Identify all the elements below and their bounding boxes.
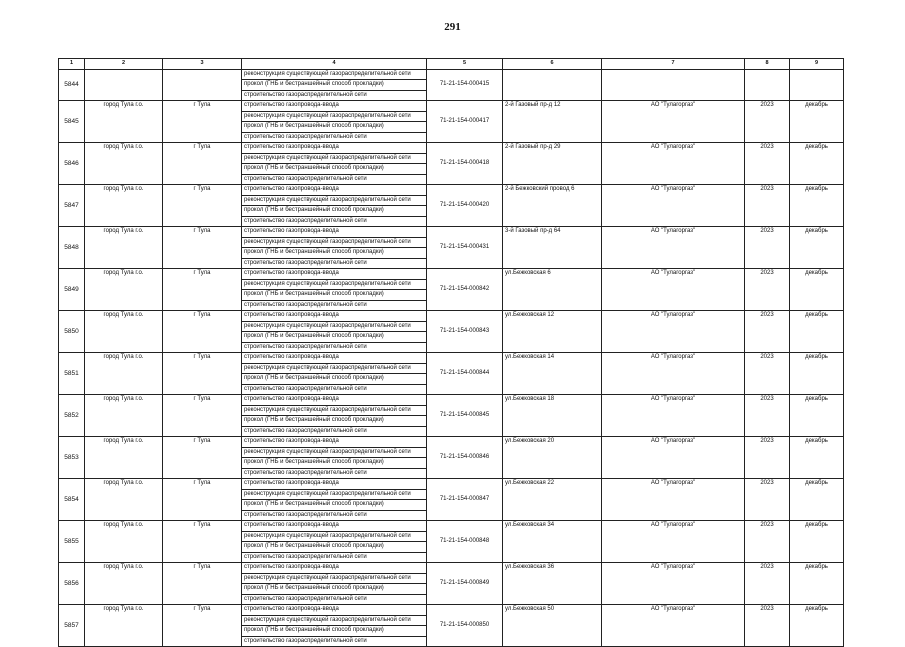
object-code-cell: 71-21-154-000848 (427, 521, 503, 563)
city-cell: г Тула (163, 101, 242, 143)
work-type-cell: строительство газопровода-ввода (242, 227, 427, 238)
header-cell: 4 (242, 59, 427, 70)
object-code-cell: 71-21-154-000415 (427, 69, 503, 101)
table-row (59, 269, 844, 280)
table-row (59, 227, 844, 238)
row-number: 5857 (59, 605, 85, 647)
work-type-cell: строительство газораспределительной сети (242, 594, 427, 605)
header-cell: 6 (503, 59, 602, 70)
city-cell: г Тула (163, 185, 242, 227)
work-type-cell: прокол (ГНБ и бестраншейный способ прокладки) (242, 206, 427, 217)
address-cell: ул.Бежковская 22 (503, 479, 602, 521)
work-type-cell: строительство газопровода-ввода (242, 353, 427, 364)
organization-cell: АО "Тулагоргаз" (602, 605, 745, 647)
work-type-cell: прокол (ГНБ и бестраншейный способ прокладки) (242, 542, 427, 553)
work-type-cell: строительство газораспределительной сети (242, 426, 427, 437)
address-cell: ул.Бежковская 20 (503, 437, 602, 479)
address-cell: 2-й Бежковский провод 6 (503, 185, 602, 227)
city-cell (163, 69, 242, 101)
organization-cell: АО "Тулагоргаз" (602, 479, 745, 521)
object-code-cell: 71-21-154-000849 (427, 563, 503, 605)
table-row (59, 185, 844, 196)
row-number: 5855 (59, 521, 85, 563)
object-code-cell: 71-21-154-000417 (427, 101, 503, 143)
month-cell: декабрь (790, 311, 844, 353)
work-type-cell: строительство газопровода-ввода (242, 395, 427, 406)
object-code-cell: 71-21-154-000418 (427, 143, 503, 185)
header-row (59, 59, 844, 70)
row-number: 5852 (59, 395, 85, 437)
address-cell (503, 69, 602, 101)
work-type-cell: строительство газораспределительной сети (242, 384, 427, 395)
area-cell: город Тула г.о. (85, 395, 163, 437)
work-type-cell: прокол (ГНБ и бестраншейный способ прокладки) (242, 332, 427, 343)
area-cell: город Тула г.о. (85, 185, 163, 227)
work-type-cell: реконструкция существующей газораспределительной сети (242, 153, 427, 164)
address-cell: ул.Бежковская 6 (503, 269, 602, 311)
header-cell: 7 (602, 59, 745, 70)
year-cell: 2023 (745, 227, 790, 269)
table-row (59, 395, 844, 406)
work-type-cell: прокол (ГНБ и бестраншейный способ прокладки) (242, 626, 427, 637)
work-type-cell: прокол (ГНБ и бестраншейный способ прокладки) (242, 122, 427, 133)
organization-cell: АО "Тулагоргаз" (602, 185, 745, 227)
organization-cell: АО "Тулагоргаз" (602, 143, 745, 185)
month-cell: декабрь (790, 353, 844, 395)
organization-cell: АО "Тулагоргаз" (602, 101, 745, 143)
work-type-cell: реконструкция существующей газораспределительной сети (242, 531, 427, 542)
row-number: 5851 (59, 353, 85, 395)
header-cell: 3 (163, 59, 242, 70)
organization-cell: АО "Тулагоргаз" (602, 437, 745, 479)
object-code-cell: 71-21-154-000842 (427, 269, 503, 311)
address-cell: ул.Бежковская 14 (503, 353, 602, 395)
city-cell: г Тула (163, 437, 242, 479)
organization-cell: АО "Тулагоргаз" (602, 311, 745, 353)
work-type-cell: строительство газопровода-ввода (242, 563, 427, 574)
month-cell: декабрь (790, 479, 844, 521)
month-cell: декабрь (790, 605, 844, 647)
register-table (58, 58, 844, 647)
header-cell: 1 (59, 59, 85, 70)
city-cell: г Тула (163, 353, 242, 395)
year-cell (745, 69, 790, 101)
work-type-cell: строительство газораспределительной сети (242, 510, 427, 521)
work-type-cell: прокол (ГНБ и бестраншейный способ прокладки) (242, 80, 427, 91)
year-cell: 2023 (745, 101, 790, 143)
organization-cell: АО "Тулагоргаз" (602, 521, 745, 563)
work-type-cell: строительство газопровода-ввода (242, 521, 427, 532)
work-type-cell: строительство газораспределительной сети (242, 552, 427, 563)
address-cell: 3-й Газовый пр-д 64 (503, 227, 602, 269)
month-cell: декабрь (790, 395, 844, 437)
object-code-cell: 71-21-154-000845 (427, 395, 503, 437)
table-row (59, 101, 844, 112)
area-cell: город Тула г.о. (85, 101, 163, 143)
month-cell (790, 69, 844, 101)
row-number: 5844 (59, 69, 85, 101)
work-type-cell: строительство газопровода-ввода (242, 479, 427, 490)
object-code-cell: 71-21-154-000843 (427, 311, 503, 353)
work-type-cell: реконструкция существующей газораспределительной сети (242, 321, 427, 332)
work-type-cell: строительство газораспределительной сети (242, 132, 427, 143)
city-cell: г Тула (163, 311, 242, 353)
organization-cell: АО "Тулагоргаз" (602, 269, 745, 311)
address-cell: ул.Бежковская 36 (503, 563, 602, 605)
area-cell: город Тула г.о. (85, 143, 163, 185)
organization-cell: АО "Тулагоргаз" (602, 563, 745, 605)
work-type-cell: строительство газопровода-ввода (242, 143, 427, 154)
year-cell: 2023 (745, 521, 790, 563)
year-cell: 2023 (745, 311, 790, 353)
work-type-cell: реконструкция существующей газораспределительной сети (242, 573, 427, 584)
work-type-cell: реконструкция существующей газораспределительной сети (242, 363, 427, 374)
month-cell: декабрь (790, 101, 844, 143)
organization-cell: АО "Тулагоргаз" (602, 395, 745, 437)
area-cell: город Тула г.о. (85, 563, 163, 605)
month-cell: декабрь (790, 143, 844, 185)
month-cell: декабрь (790, 563, 844, 605)
area-cell (85, 69, 163, 101)
table-row (59, 311, 844, 322)
work-type-cell: строительство газораспределительной сети (242, 258, 427, 269)
city-cell: г Тула (163, 563, 242, 605)
year-cell: 2023 (745, 563, 790, 605)
area-cell: город Тула г.о. (85, 353, 163, 395)
year-cell: 2023 (745, 605, 790, 647)
month-cell: декабрь (790, 521, 844, 563)
row-number: 5848 (59, 227, 85, 269)
month-cell: декабрь (790, 185, 844, 227)
table-row (59, 69, 844, 80)
work-type-cell: строительство газораспределительной сети (242, 468, 427, 479)
year-cell: 2023 (745, 479, 790, 521)
table-row (59, 521, 844, 532)
object-code-cell: 71-21-154-000431 (427, 227, 503, 269)
work-type-cell: строительство газопровода-ввода (242, 605, 427, 616)
header-cell: 8 (745, 59, 790, 70)
work-type-cell: строительство газопровода-ввода (242, 437, 427, 448)
work-type-cell: строительство газопровода-ввода (242, 269, 427, 280)
table-row (59, 143, 844, 154)
address-cell: ул.Бежковская 12 (503, 311, 602, 353)
table-row (59, 605, 844, 616)
city-cell: г Тула (163, 605, 242, 647)
work-type-cell: прокол (ГНБ и бестраншейный способ прокладки) (242, 248, 427, 259)
address-cell: ул.Бежковская 18 (503, 395, 602, 437)
work-type-cell: прокол (ГНБ и бестраншейный способ прокладки) (242, 374, 427, 385)
area-cell: город Тула г.о. (85, 311, 163, 353)
year-cell: 2023 (745, 395, 790, 437)
object-code-cell: 71-21-154-000846 (427, 437, 503, 479)
address-cell: 2-й Газовый пр-д 29 (503, 143, 602, 185)
work-type-cell: реконструкция существующей газораспределительной сети (242, 489, 427, 500)
work-type-cell: реконструкция существующей газораспределительной сети (242, 405, 427, 416)
city-cell: г Тула (163, 227, 242, 269)
year-cell: 2023 (745, 185, 790, 227)
object-code-cell: 71-21-154-000847 (427, 479, 503, 521)
work-type-cell: строительство газопровода-ввода (242, 101, 427, 112)
table-row (59, 479, 844, 490)
area-cell: город Тула г.о. (85, 605, 163, 647)
year-cell: 2023 (745, 269, 790, 311)
work-type-cell: строительство газораспределительной сети (242, 636, 427, 647)
row-number: 5850 (59, 311, 85, 353)
area-cell: город Тула г.о. (85, 479, 163, 521)
table-row (59, 563, 844, 574)
row-number: 5846 (59, 143, 85, 185)
area-cell: город Тула г.о. (85, 227, 163, 269)
month-cell: декабрь (790, 269, 844, 311)
work-type-cell: реконструкция существующей газораспределительной сети (242, 111, 427, 122)
work-type-cell: строительство газопровода-ввода (242, 311, 427, 322)
object-code-cell: 71-21-154-000850 (427, 605, 503, 647)
city-cell: г Тула (163, 395, 242, 437)
row-number: 5854 (59, 479, 85, 521)
city-cell: г Тула (163, 143, 242, 185)
work-type-cell: прокол (ГНБ и бестраншейный способ прокладки) (242, 290, 427, 301)
organization-cell (602, 69, 745, 101)
header-cell: 2 (85, 59, 163, 70)
month-cell: декабрь (790, 227, 844, 269)
table-row (59, 353, 844, 364)
organization-cell: АО "Тулагоргаз" (602, 353, 745, 395)
work-type-cell: строительство газораспределительной сети (242, 300, 427, 311)
address-cell: ул.Бежковская 34 (503, 521, 602, 563)
year-cell: 2023 (745, 143, 790, 185)
work-type-cell: реконструкция существующей газораспределительной сети (242, 237, 427, 248)
object-code-cell: 71-21-154-000420 (427, 185, 503, 227)
work-type-cell: строительство газораспределительной сети (242, 174, 427, 185)
work-type-cell: прокол (ГНБ и бестраншейный способ прокладки) (242, 416, 427, 427)
work-type-cell: строительство газораспределительной сети (242, 216, 427, 227)
work-type-cell: реконструкция существующей газораспределительной сети (242, 615, 427, 626)
header-cell: 9 (790, 59, 844, 70)
address-cell: 2-й Газовый пр-д 12 (503, 101, 602, 143)
row-number: 5847 (59, 185, 85, 227)
row-number: 5853 (59, 437, 85, 479)
address-cell: ул.Бежковская 50 (503, 605, 602, 647)
year-cell: 2023 (745, 353, 790, 395)
work-type-cell: прокол (ГНБ и бестраншейный способ прокладки) (242, 584, 427, 595)
area-cell: город Тула г.о. (85, 521, 163, 563)
row-number: 5845 (59, 101, 85, 143)
city-cell: г Тула (163, 269, 242, 311)
work-type-cell: реконструкция существующей газораспределительной сети (242, 195, 427, 206)
work-type-cell: строительство газораспределительной сети (242, 342, 427, 353)
header-cell: 5 (427, 59, 503, 70)
page-number: 291 (444, 21, 461, 33)
work-type-cell: прокол (ГНБ и бестраншейный способ прокладки) (242, 164, 427, 175)
work-type-cell: прокол (ГНБ и бестраншейный способ прокладки) (242, 458, 427, 469)
table-row (59, 437, 844, 448)
city-cell: г Тула (163, 479, 242, 521)
work-type-cell: прокол (ГНБ и бестраншейный способ прокладки) (242, 500, 427, 511)
year-cell: 2023 (745, 437, 790, 479)
organization-cell: АО "Тулагоргаз" (602, 227, 745, 269)
row-number: 5849 (59, 269, 85, 311)
work-type-cell: реконструкция существующей газораспределительной сети (242, 447, 427, 458)
work-type-cell: реконструкция существующей газораспределительной сети (242, 279, 427, 290)
month-cell: декабрь (790, 437, 844, 479)
city-cell: г Тула (163, 521, 242, 563)
work-type-cell: реконструкция существующей газораспределительной сети (242, 69, 427, 80)
work-type-cell: строительство газораспределительной сети (242, 90, 427, 101)
row-number: 5856 (59, 563, 85, 605)
work-type-cell: строительство газопровода-ввода (242, 185, 427, 196)
object-code-cell: 71-21-154-000844 (427, 353, 503, 395)
area-cell: город Тула г.о. (85, 269, 163, 311)
area-cell: город Тула г.о. (85, 437, 163, 479)
